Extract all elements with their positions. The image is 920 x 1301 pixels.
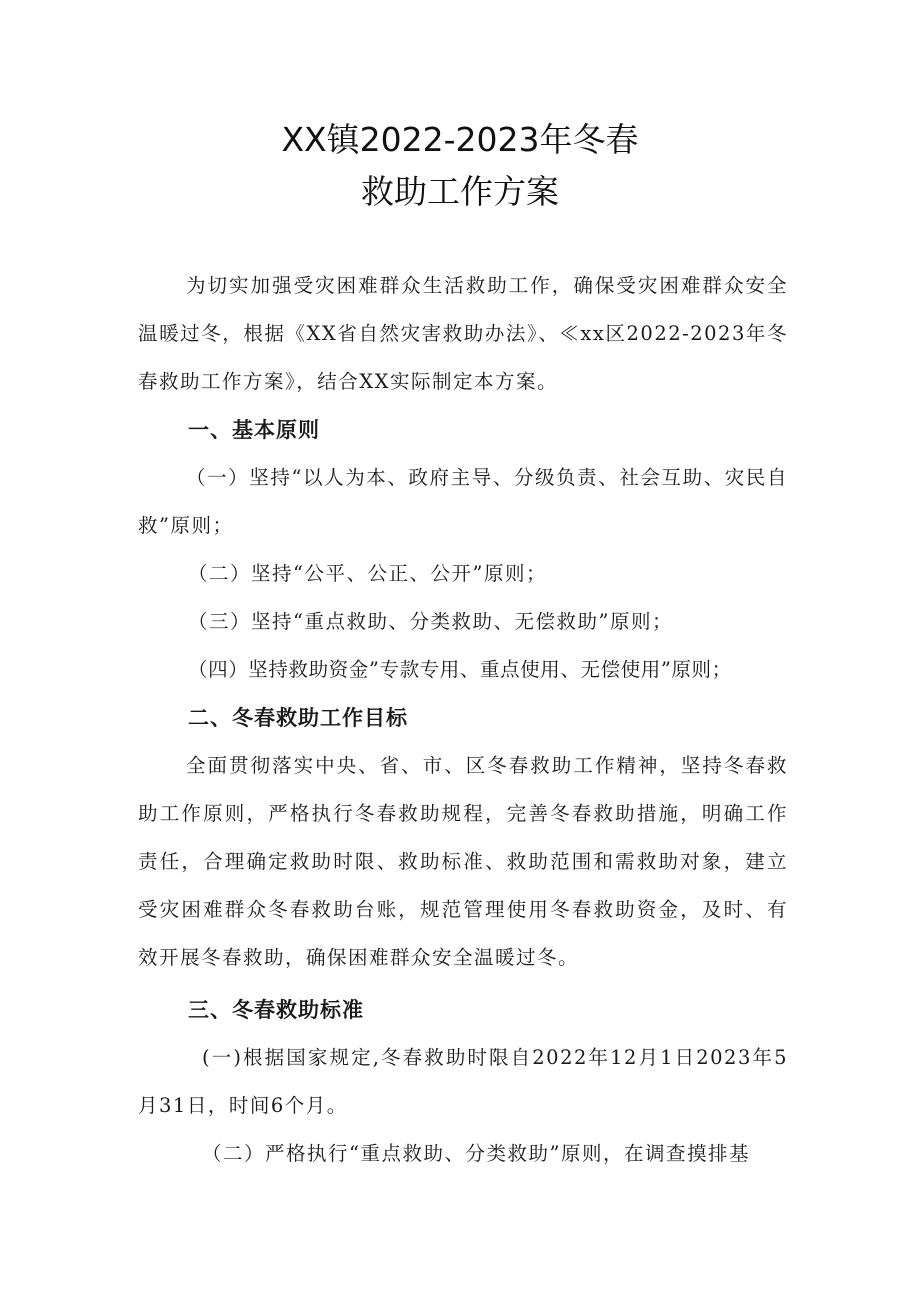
standard-item: （二）严格执行“重点救助、分类救助”原则，在调查摸排基 xyxy=(202,1142,750,1165)
document-title-line1: XX镇2022-2023年冬春 xyxy=(281,120,639,159)
principle-item: （四）坚持救助资金”专款专用、重点使用、无偿使用”原则； xyxy=(188,658,732,681)
standard-item: (一)根据国家规定,冬春救助时限自2022年12月1日2023年5月31日，时间6个月。 xyxy=(138,1046,788,1117)
principle-item: （二）坚持“公平、公正、公开”原则； xyxy=(188,562,547,585)
principle-item: （三）坚持“重点救助、分类救助、无偿救助”原则； xyxy=(188,610,673,633)
document-title-line2: 救助工作方案 xyxy=(361,172,559,211)
document-body xyxy=(138,262,788,1178)
section-heading-3: 三、冬春救助标准 xyxy=(188,998,364,1022)
goals-paragraph: 全面贯彻落实中央、省、市、区冬春救助工作精神，坚持冬春救助工作原则，严格执行冬春救助规程，完善冬春救助措施，明确工作责任，合理确定救助时限、救助标准、救助范围和需救助对象，建立受灾困难群众冬春救助台账，规范管理使用冬春救助资金，及时、有效开展冬春救助，确保困难群众安全温暖过冬。 xyxy=(138,754,788,969)
intro-paragraph: 为切实加强受灾困难群众生活救助工作，确保受灾困难群众安全温暖过冬，根据《XX省自然灾害救助办法》、≪xx区2022-2023年冬春救助工作方案》，结合XX实际制定本方案。 xyxy=(138,274,788,393)
section-heading-2: 二、冬春救助工作目标 xyxy=(188,706,408,730)
section-heading-1: 一、基本原则 xyxy=(188,418,320,442)
principle-item: （一）坚持“以人为本、政府主导、分级负责、社会互助、灾民自救”原则； xyxy=(138,466,788,537)
